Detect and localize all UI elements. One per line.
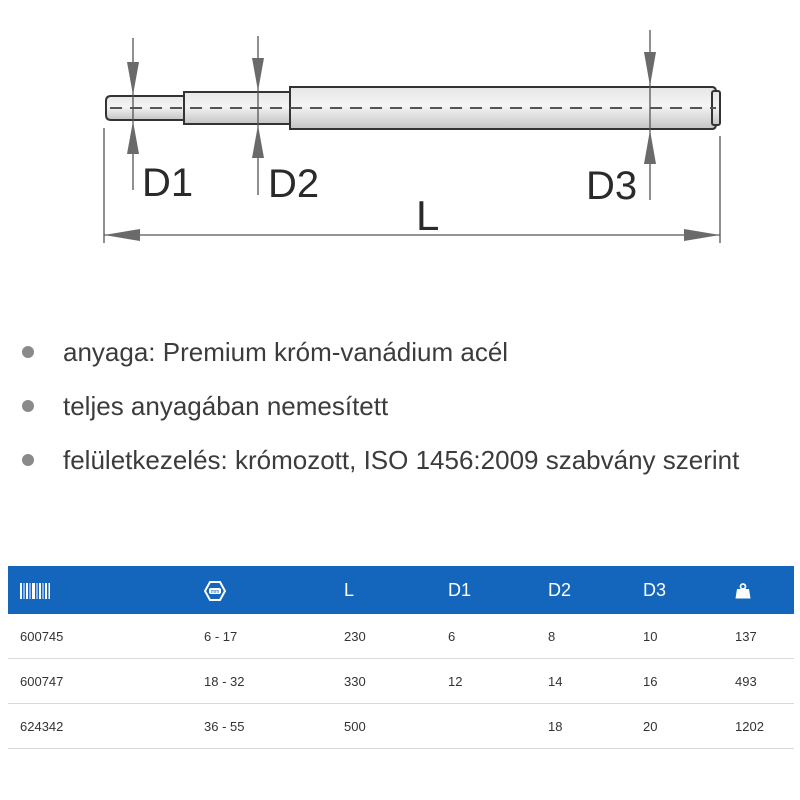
d2-label: D2 [268,162,320,206]
feature-text: anyaga: Premium króm-vanádium acél [63,337,509,367]
cell-weight: 137 [723,614,794,659]
cell-d2: 14 [536,659,631,704]
feature-item-surface [0,433,800,487]
cell-size-range: 36 - 55 [192,704,332,749]
cell-article-number: 600747 [8,659,192,704]
feature-text: felületkezelés: krómozott, ISO 1456:2009 szabvány szerint [63,445,740,475]
d1-label: D1 [142,161,194,205]
cell-weight: 493 [723,659,794,704]
cell-d3: 20 [631,704,723,749]
header-weight [723,566,794,614]
cell-d3: 16 [631,659,723,704]
bullet-icon [22,346,34,358]
hex-nut-mm-icon [204,581,226,601]
cell-d1: 12 [436,659,536,704]
header-d3: D3 [643,579,667,600]
feature-list [0,325,800,487]
feature-item-tempered [0,379,800,433]
table-header-row [8,566,794,614]
cell-article-number: 624342 [8,704,192,749]
cell-article-number: 600745 [8,614,192,659]
d3-label: D3 [586,164,638,208]
cell-d2: 18 [536,704,631,749]
bullet-icon [22,454,34,466]
header-size-range [192,566,332,614]
cell-d1: 6 [436,614,536,659]
bullet-icon [22,400,34,412]
table-row [8,659,794,704]
length-label: L [416,192,440,239]
header-d2: D2 [548,579,572,600]
barcode-icon [20,583,50,599]
svg-text:mm: mm [210,588,220,595]
spec-table [8,566,794,749]
feature-text: teljes anyagában nemesített [63,391,389,421]
header-d1: D1 [448,579,472,600]
cell-length: 230 [332,614,436,659]
cell-length: 330 [332,659,436,704]
cell-size-range: 18 - 32 [192,659,332,704]
table-row [8,614,794,659]
feature-item-material [0,325,800,379]
cell-d3: 10 [631,614,723,659]
table-row [8,704,794,749]
weight-icon [735,583,751,599]
cell-d2: 8 [536,614,631,659]
pin-punch-diagram [0,0,800,270]
cell-d1 [436,704,536,749]
header-article-number [8,566,192,614]
header-length: L [344,579,355,600]
cell-weight: 1202 [723,704,794,749]
cell-size-range: 6 - 17 [192,614,332,659]
cell-length: 500 [332,704,436,749]
